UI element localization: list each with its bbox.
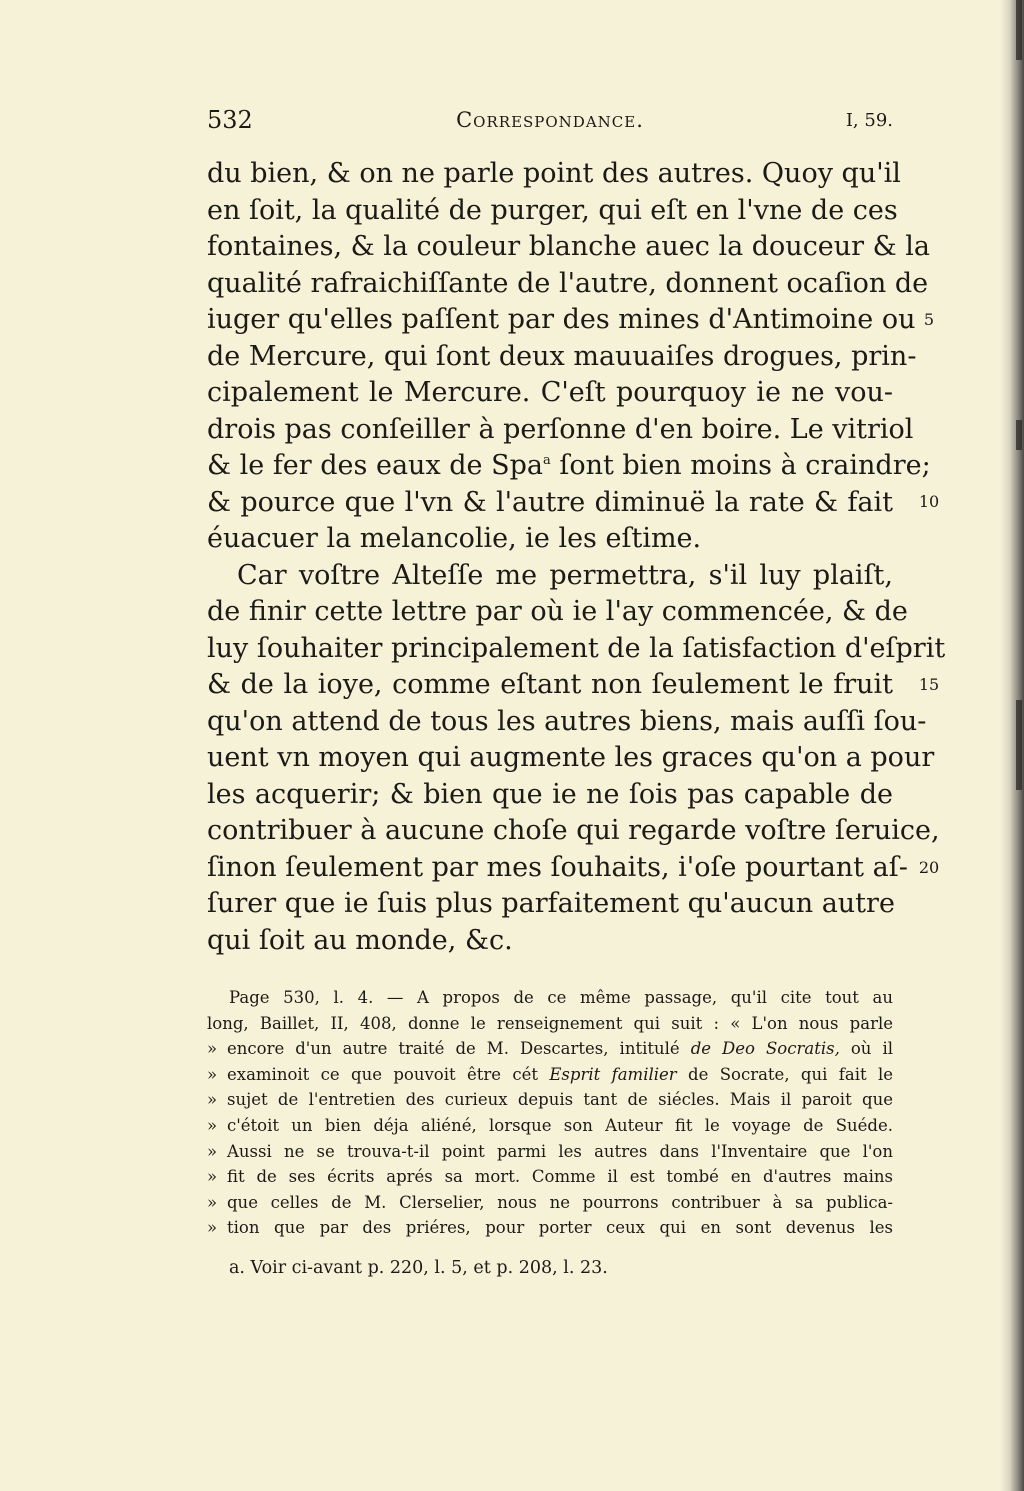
quote-mark: »: [207, 1064, 218, 1084]
text-line: uent vn moyen qui augmente les graces qu'on a pour: [207, 742, 935, 773]
note-line: [207, 1190, 893, 1216]
footnote-marker: a: [542, 453, 551, 468]
line-number: 15: [918, 675, 940, 694]
note-line: [207, 1036, 893, 1062]
note-fragment: c'étoit un bien déja aliéné, lorsque son Auteur fit le voyage de Suéde.: [227, 1115, 893, 1135]
text-line: [207, 448, 931, 485]
line-number: 20: [918, 858, 940, 877]
page-number: 532: [207, 106, 253, 134]
quote-mark: »: [207, 1167, 218, 1187]
quote-mark: »: [207, 1192, 218, 1212]
text-line: contribuer à aucune choſe qui regarde voſtre ſeruice,: [207, 815, 940, 846]
note-line: long, Baillet, II, 408, donne le renseignement qui suit : « L'on nous parle: [207, 1013, 893, 1033]
text-line: ſurer que ie ſuis plus parfaitement qu'aucun autre: [207, 888, 895, 919]
footnote: a. Voir ci-avant p. 220, l. 5, et p. 208, l. 23.: [229, 1258, 608, 1278]
text-line: & de la ioye, comme eſtant non ſeulement le fruit: [207, 669, 893, 700]
note-line: [207, 1087, 893, 1113]
text-line: les acquerir; & bien que ie ne ſois pas capable de: [207, 778, 893, 810]
note-fragment: que celles de M. Clerselier, nous ne pourrons contribuer à sa publica-: [227, 1192, 893, 1212]
note-line: [207, 1113, 893, 1139]
note-line: Page 530, l. 4. — A propos de ce même passage, qu'il cite tout au: [229, 988, 893, 1007]
text-line: du bien, & on ne parle point des autres. Quoy qu'il: [207, 158, 901, 189]
edge-mark: [1016, 0, 1022, 60]
line-number: 5: [923, 310, 935, 329]
quote-mark: »: [207, 1090, 218, 1110]
text-line: en ſoit, la qualité de purger, qui eſt en l'vne de ces: [207, 194, 898, 226]
text-line: luy ſouhaiter principalement de la ſatisfaction d'eſprit: [207, 632, 946, 664]
text-line: iuger qu'elles paſſent par des mines d'Antimoine ou: [207, 304, 916, 335]
note-line: [207, 1139, 893, 1165]
note-fragment: fit de ses écrits aprés sa mort. Comme il est tombé en d'autres mains: [227, 1167, 893, 1187]
text-line: qualité rafraichiſſante de l'autre, donnent ocaſion de: [207, 267, 929, 299]
text-line: de finir cette lettre par où ie l'ay commencée, & de: [207, 596, 908, 627]
text-line: drois pas conſeiller à perſonne d'en boire. Le vitriol: [207, 413, 914, 445]
text-line: cipalement le Mercure. C'eſt pourquoy ie ne vou-: [207, 377, 893, 408]
note-fragment: encore d'un autre traité de M. Descartes, intitulé: [227, 1039, 691, 1059]
note-fragment: examinoit ce que pouvoit être cét: [227, 1064, 550, 1084]
text-line: éuacuer la melancolie, ie les eſtime.: [207, 523, 702, 554]
text-line: ſinon ſeulement par mes ſouhaits, i'oſe pourtant aſ-: [207, 851, 908, 883]
note-fragment: où il: [839, 1039, 893, 1059]
note-fragment: de Socrate, qui fait le: [676, 1064, 893, 1084]
note-line: [207, 1062, 893, 1088]
text-line: Car voſtre Alteſſe me permettra, s'il luy plaiſt,: [237, 559, 893, 591]
text-fragment: ſont bien moins à craindre;: [550, 450, 931, 481]
text-line: qui ſoit au monde, &c.: [207, 924, 513, 956]
quote-mark: »: [207, 1218, 218, 1238]
editorial-notes: [207, 985, 893, 1241]
work-title: de Deo Socratis,: [690, 1039, 840, 1059]
line-number: 10: [918, 492, 940, 511]
text-line: fontaines, & la couleur blanche auec la douceur & la: [207, 231, 931, 262]
note-fragment: sujet de l'entretien des curieux depuis tant de siécles. Mais il paroit que: [227, 1090, 893, 1110]
text-line: de Mercure, qui ſont deux mauuaiſes drogues, prin-: [207, 340, 917, 372]
work-title: Esprit familier: [549, 1064, 677, 1084]
text-line: & pource que l'vn & l'autre diminuë la rate & fait: [207, 486, 893, 518]
quote-mark: »: [207, 1039, 218, 1059]
text-line: qu'on attend de tous les autres biens, mais auſſi ſou-: [207, 705, 927, 737]
edge-mark: [1016, 700, 1022, 790]
note-line: [207, 1215, 893, 1241]
note-line: [207, 1164, 893, 1190]
edge-mark: [1016, 420, 1022, 450]
note-fragment: tion que par des priéres, pour porter ceux qui en sont devenus les: [227, 1218, 893, 1238]
page-edge-shadow: [1000, 0, 1024, 1491]
running-header: [207, 106, 893, 140]
running-title: Correspondance.: [456, 108, 644, 132]
text-fragment: & le fer des eaux de Spa: [207, 450, 543, 481]
quote-mark: »: [207, 1141, 218, 1161]
quote-mark: »: [207, 1115, 218, 1135]
note-fragment: Aussi ne se trouva-t-il point parmi les autres dans l'Inventaire que l'on: [227, 1141, 893, 1161]
letter-reference: I, 59.: [845, 110, 893, 131]
